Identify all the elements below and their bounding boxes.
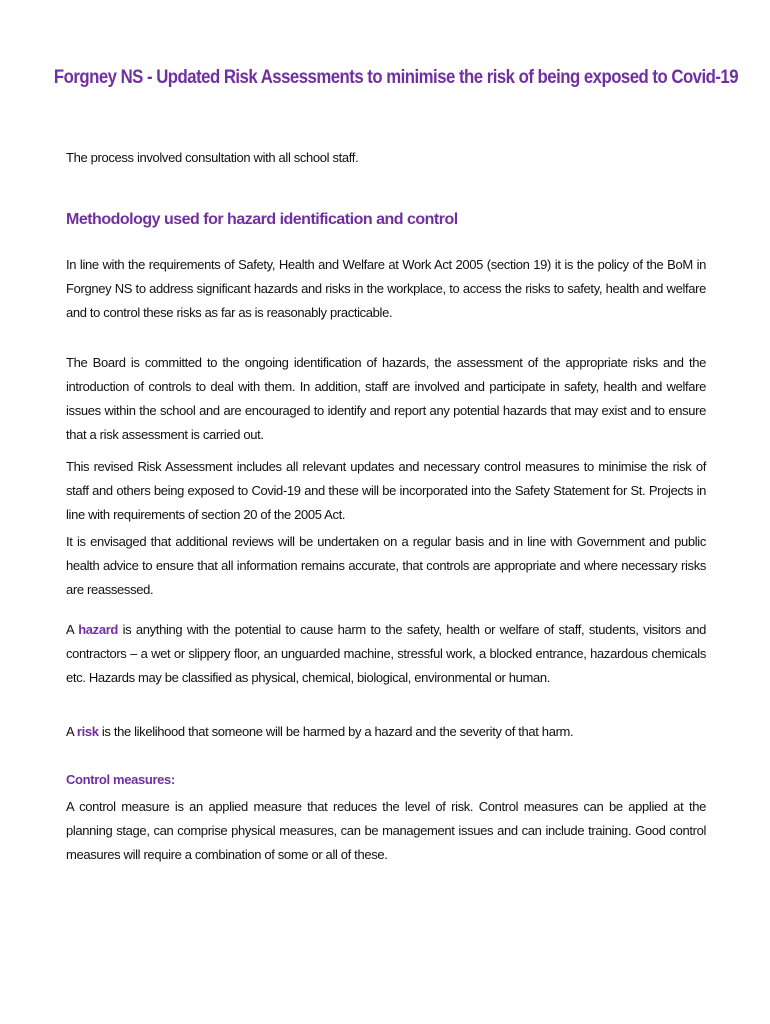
risk-prefix: A (66, 724, 77, 739)
hazard-term: hazard (78, 622, 119, 637)
risk-text: is the likelihood that someone will be harmed by a hazard and the severity of that harm. (98, 724, 574, 739)
paragraph-policy: In line with the requirements of Safety, Health and Welfare at Work Act 2005 (section 19) it is the policy of the BoM in Forgney NS to address significant hazards and risks in the workplace, to access the risks to safety, health and welfare and to control these risks as far as is reasonably practicable. (66, 257, 706, 320)
risk-definition (66, 720, 706, 744)
paragraph-revised-assessment: This revised Risk Assessment includes all relevant updates and necessary control measures to minimise the risk of staff and others being exposed to Covid-19 and these will be incorporated into the Safety Statement for St. Projects in line with requirements of section 20 of the 2005 Act. (66, 459, 706, 522)
control-measures-text: A control measure is an applied measure that reduces the level of risk. Control measures can be applied at the planning stage, can comprise physical measures, can be management issues and can include training. Good control measures will require a combination of some or all of these. (66, 799, 706, 862)
hazard-prefix: A (66, 622, 79, 637)
intro-text: The process involved consultation with all school staff. (66, 150, 359, 165)
hazard-text: is anything with the potential to cause harm to the safety, health or welfare of staff, students, visitors and contractors – a wet or slippery floor, an unguarded machine, stressful work, a blocked entrance, hazardous chemicals etc. Hazards may be classified as physical, chemical, biological, environmental or human. (66, 622, 706, 685)
control-measures-heading: Control measures: (66, 772, 175, 787)
paragraph-board-commitment: The Board is committed to the ongoing identification of hazards, the assessment of the appropriate risks and the introduction of controls to deal with them. In addition, staff are involved and participate in safety, health and welfare issues within the school and are encouraged to identify and report any potential hazards that may exist and to ensure that a risk assessment is carried out. (66, 355, 706, 442)
methodology-heading: Methodology used for hazard identification and control (66, 211, 458, 228)
hazard-definition (66, 618, 706, 690)
paragraph-reviews: It is envisaged that additional reviews will be undertaken on a regular basis and in line with Government and public health advice to ensure that all information remains accurate, that controls are appropriate and where necessary risks are reassessed. (66, 534, 706, 597)
risk-term: risk (76, 724, 99, 739)
document-title: Forgney NS - Updated Risk Assessments to minimise the risk of being exposed to Covid-19 (53, 66, 739, 88)
